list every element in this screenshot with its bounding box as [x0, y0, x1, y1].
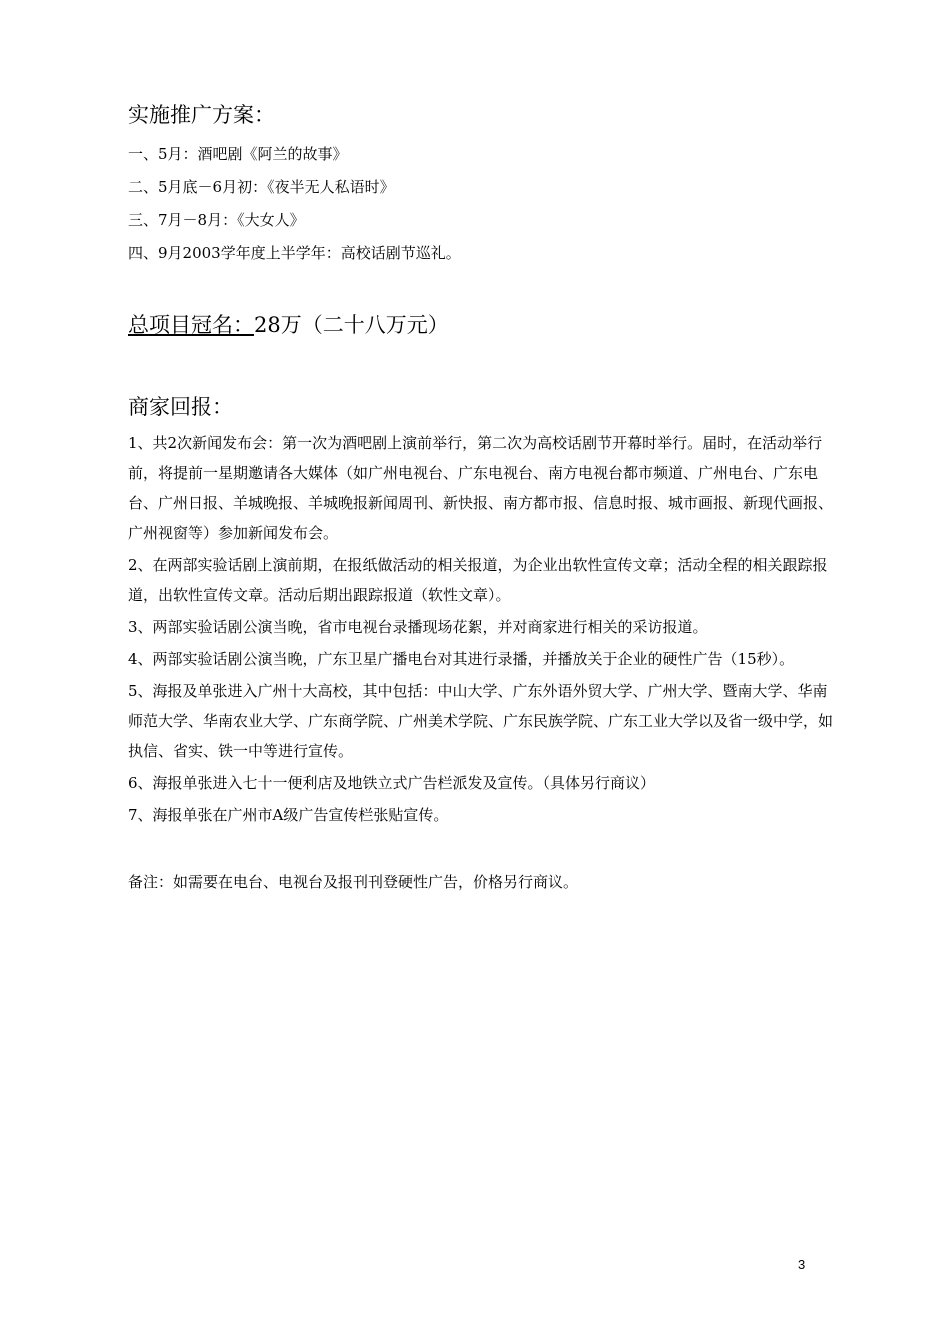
page-number: 3 [798, 1257, 806, 1272]
rewards-heading: 商家回报： [128, 395, 233, 419]
reward-item: 3、两部实验话剧公演当晚，省市电视台录播现场花絮，并对商家进行相关的采访报道。 [128, 618, 708, 636]
rewards-list [128, 428, 836, 830]
plan-item: 四、9月2003学年度上半学年：高校话剧节巡礼。 [128, 244, 461, 262]
reward-item: 7、海报单张在广州市A级广告宣传栏张贴宣传。 [128, 806, 449, 824]
sponsorship-value: 28万（二十八万元） [254, 313, 449, 337]
page-content [128, 98, 836, 909]
reward-item: 6、海报单张进入七十一便利店及地铁立式广告栏派发及宣传。（具体另行商议） [128, 774, 656, 792]
sponsorship-line [128, 308, 836, 342]
sponsorship-label: 总项目冠名： [128, 313, 254, 337]
plan-item: 三、7月－8月：《大女人》 [128, 211, 305, 229]
plan-item: 二、5月底－6月初：《夜半无人私语时》 [128, 178, 395, 196]
reward-item: 4、两部实验话剧公演当晚，广东卫星广播电台对其进行录播，并播放关于企业的硬性广告（15秒）。 [128, 650, 795, 668]
reward-item: 5、海报及单张进入广州十大高校，其中包括：中山大学、广东外语外贸大学、广州大学、暨南大学、华南师范大学、华南农业大学、广东商学院、广州美术学院、广东民族学院、广东工业大学以及省一级中学，如执信、省实、铁一中等进行宣传。 [128, 682, 834, 760]
remark-note: 备注：如需要在电台、电视台及报刊刊登硬性广告，价格另行商议。 [128, 873, 579, 891]
plan-list [128, 144, 836, 264]
reward-item: 2、在两部实验话剧上演前期，在报纸做活动的相关报道，为企业出软性宣传文章；活动全程的相关跟踪报道，出软性宣传文章。活动后期出跟踪报道（软性文章）。 [128, 556, 828, 604]
reward-item: 1、共2次新闻发布会：第一次为酒吧剧上演前举行，第二次为高校话剧节开幕时举行。届时，在活动举行前，将提前一星期邀请各大媒体（如广州电视台、广东电视台、南方电视台都市频道、广州电台、广东电台、广州日报、羊城晚报、羊城晚报新闻周刊、新快报、南方都市报、信息时报、城市画报、新现代画报、广州视窗等）参加新闻发布会。 [128, 434, 834, 542]
plan-item: 一、5月：酒吧剧《阿兰的故事》 [128, 145, 348, 163]
plan-heading: 实施推广方案： [128, 103, 275, 127]
